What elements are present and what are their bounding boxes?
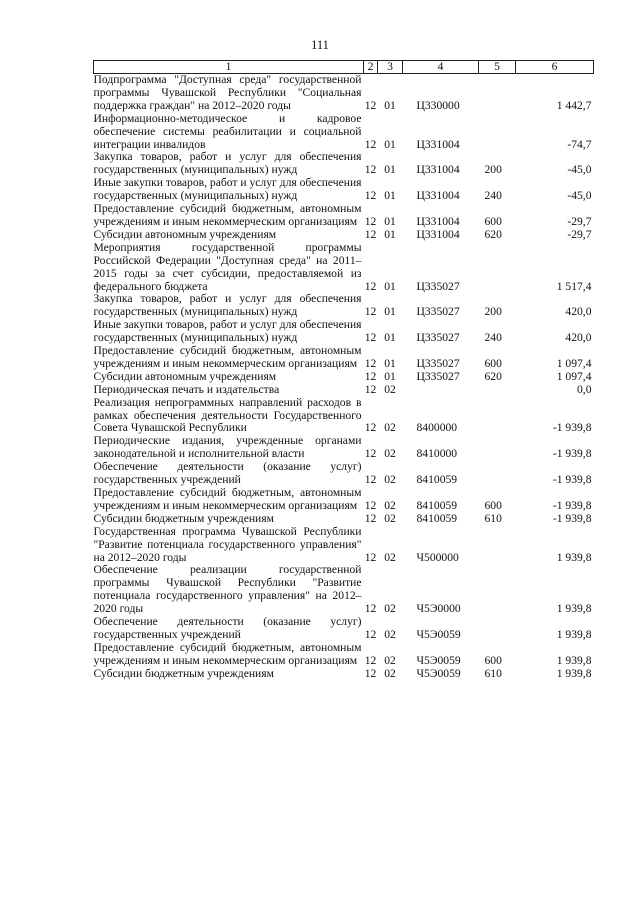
subsection-code: 02 — [384, 498, 396, 512]
table-row — [94, 345, 594, 371]
section-code: 12 — [364, 653, 377, 667]
section-code: 12 — [364, 279, 377, 293]
table-row — [94, 177, 594, 203]
expense-type-code — [479, 461, 516, 487]
amount: -1 939,8 — [552, 421, 592, 435]
table-row — [94, 293, 594, 319]
amount: -74,7 — [567, 137, 592, 151]
section-code: 12 — [364, 356, 377, 370]
target-article-code: Ч5Э0059 — [416, 653, 461, 667]
target-article-code — [403, 384, 479, 397]
table-row — [94, 371, 594, 384]
section-code: 12 — [364, 98, 377, 112]
amount: 1 442,7 — [556, 98, 592, 112]
subsection-code: 01 — [384, 369, 396, 383]
expense-type-code — [479, 384, 516, 397]
target-article-code: 8410059 — [416, 473, 458, 487]
table-row — [94, 242, 594, 294]
target-article-code: 8410059 — [416, 511, 458, 525]
amount: -1 939,8 — [552, 498, 592, 512]
amount: 1 939,8 — [556, 550, 592, 564]
table-row — [94, 397, 594, 436]
table-row — [94, 642, 594, 668]
subsection-code: 02 — [384, 511, 396, 525]
page-number: 111 — [311, 38, 329, 52]
subsection-code: 01 — [384, 189, 396, 203]
item-name: Субсидии автономным учреждениям — [93, 369, 277, 383]
section-code: 12 — [364, 382, 377, 396]
subsection-code: 01 — [384, 356, 396, 370]
table-row — [94, 435, 594, 461]
expense-type-code: 240 — [484, 331, 502, 345]
amount: 0,0 — [577, 382, 592, 396]
table-row — [94, 616, 594, 642]
item-name: Иные закупки товаров, работ и услуг для обеспечения государственных (муниципальных) нужд — [93, 176, 362, 203]
item-name: Субсидии бюджетным учреждениям — [93, 511, 274, 525]
item-name: Субсидии автономным учреждениям — [93, 227, 277, 241]
section-code: 12 — [364, 137, 377, 151]
expense-type-code — [479, 564, 516, 616]
item-name: Обеспечение реализации государственной программы Чувашской Республики "Развитие потенциала государственного управления" на 2012–2020 годы — [93, 563, 362, 616]
subsection-code: 02 — [384, 421, 396, 435]
table-header-row — [94, 61, 594, 74]
section-code: 12 — [364, 163, 377, 177]
expense-type-code: 600 — [484, 356, 502, 370]
target-article-code: Ц335027 — [416, 331, 460, 345]
header-col-3: 3 — [378, 61, 403, 74]
subsection-code: 01 — [384, 305, 396, 319]
subsection-code: 02 — [384, 602, 396, 616]
amount: -1 939,8 — [552, 473, 592, 487]
subsection-code: 01 — [384, 214, 396, 228]
amount: 1 517,4 — [556, 279, 592, 293]
subsection-code: 01 — [384, 279, 396, 293]
target-article-code: Ч5Э0059 — [416, 666, 461, 680]
item-name: Предоставление субсидий бюджетным, автономным учреждениям и иным некоммерческим организациям — [93, 486, 362, 512]
expense-type-code: 240 — [484, 189, 502, 203]
section-code: 12 — [364, 214, 377, 228]
section-code: 12 — [364, 498, 377, 512]
item-name: Закупка товаров, работ и услуг для обеспечения государственных (муниципальных) нужд — [93, 150, 362, 177]
amount: -1 939,8 — [552, 447, 592, 461]
amount: 420,0 — [565, 331, 592, 345]
expense-type-code: 600 — [484, 214, 502, 228]
table-row — [94, 461, 594, 487]
table-row — [94, 74, 594, 113]
target-article-code: Ц335027 — [416, 305, 460, 319]
expense-type-code — [479, 616, 516, 642]
table-row — [94, 668, 594, 681]
item-name: Реализация непрограммных направлений расходов в рамках обеспечения деятельности Государственного Совета Чувашской Республики — [93, 395, 362, 435]
table-row — [94, 151, 594, 177]
item-name: Предоставление субсидий бюджетным, автономным учреждениям и иным некоммерческим организациям — [93, 640, 362, 667]
target-article-code: 8400000 — [416, 421, 458, 435]
amount: 1 939,8 — [556, 627, 592, 641]
item-name: Государственная программа Чувашской Республики "Развитие потенциала государственного управления" на 2012–2020 годы — [93, 524, 362, 564]
target-article-code: Ц330000 — [416, 98, 460, 112]
header-col-1: 1 — [94, 61, 364, 74]
header-col-6: 6 — [516, 61, 594, 74]
section-code: 12 — [364, 473, 377, 487]
table-row — [94, 319, 594, 345]
header-col-5: 5 — [479, 61, 516, 74]
expense-type-code: 620 — [484, 227, 502, 241]
target-article-code: Ц331004 — [416, 227, 460, 241]
table-row — [94, 229, 594, 242]
target-article-code: Ц335027 — [416, 369, 460, 383]
subsection-code: 02 — [384, 550, 396, 564]
subsection-code: 01 — [384, 98, 396, 112]
subsection-code: 02 — [384, 382, 396, 396]
amount: 1 939,8 — [556, 602, 592, 616]
amount: -1 939,8 — [552, 511, 592, 525]
header-col-2: 2 — [364, 61, 378, 74]
expense-type-code: 610 — [484, 511, 502, 525]
budget-table — [93, 60, 594, 681]
target-article-code: Ч5Э0059 — [416, 627, 461, 641]
table-row — [94, 513, 594, 526]
subsection-code: 02 — [384, 447, 396, 461]
item-name: Субсидии бюджетным учреждениям — [93, 666, 274, 680]
table-row — [94, 564, 594, 616]
section-code: 12 — [364, 550, 377, 564]
section-code: 12 — [364, 421, 377, 435]
section-code: 12 — [364, 227, 377, 241]
section-code: 12 — [364, 305, 377, 319]
expense-type-code — [479, 435, 516, 461]
section-code: 12 — [364, 602, 377, 616]
item-name: Предоставление субсидий бюджетным, автономным учреждениям и иным некоммерческим организациям — [93, 202, 362, 228]
expense-type-code: 610 — [484, 666, 502, 680]
table-row — [94, 113, 594, 152]
target-article-code: 8410000 — [416, 447, 458, 461]
target-article-code: Ч5Э0000 — [416, 602, 461, 616]
item-name: Иные закупки товаров, работ и услуг для обеспечения государственных (муниципальных) нужд — [93, 318, 362, 345]
item-name: Закупка товаров, работ и услуг для обеспечения государственных (муниципальных) нужд — [93, 292, 362, 319]
section-code: 12 — [364, 447, 377, 461]
table-row — [94, 487, 594, 513]
subsection-code: 01 — [384, 163, 396, 177]
amount: -29,7 — [567, 227, 592, 241]
section-code: 12 — [364, 331, 377, 345]
target-article-code: Ц331004 — [416, 137, 460, 151]
item-name: Подпрограмма "Доступная среда" государственной программы Чувашской Республики "Социальная поддержка граждан" на 2012–2020 годы — [93, 73, 362, 112]
item-name: Обеспечение деятельности (оказание услуг) государственных учреждений — [93, 460, 362, 487]
expense-type-code — [479, 242, 516, 294]
section-code: 12 — [364, 666, 377, 680]
expense-type-code: 200 — [484, 305, 502, 319]
expense-type-code — [479, 113, 516, 152]
item-name: Предоставление субсидий бюджетным, автономным учреждениям и иным некоммерческим организациям — [93, 344, 362, 370]
expense-type-code — [479, 397, 516, 436]
table-body — [94, 74, 594, 681]
amount: -45,0 — [567, 163, 592, 177]
target-article-code: Ц335027 — [416, 279, 460, 293]
target-article-code: Ч500000 — [416, 550, 459, 564]
section-code: 12 — [364, 511, 377, 525]
target-article-code: Ц331004 — [416, 214, 460, 228]
amount: -29,7 — [567, 214, 592, 228]
expense-type-code: 600 — [484, 498, 502, 512]
subsection-code: 02 — [384, 473, 396, 487]
expense-type-code: 620 — [484, 369, 502, 383]
item-name: Обеспечение деятельности (оказание услуг) государственных учреждений — [93, 615, 362, 641]
subsection-code: 01 — [384, 331, 396, 345]
item-name: Информационно-методическое и кадровое обеспечение системы реабилитации и социальной интеграции инвалидов — [93, 111, 362, 151]
header-col-4: 4 — [403, 61, 479, 74]
subsection-code: 02 — [384, 627, 396, 641]
target-article-code: 8410059 — [416, 498, 458, 512]
table-row — [94, 384, 594, 397]
table-row — [94, 203, 594, 229]
target-article-code: Ц331004 — [416, 163, 460, 177]
expense-type-code: 200 — [484, 163, 502, 177]
amount: -45,0 — [567, 189, 592, 203]
amount: 1 939,8 — [556, 653, 592, 667]
expense-type-code — [479, 526, 516, 565]
item-name: Мероприятия государственной программы Российской Федерации "Доступная среда" на 2011–2015 годы за счет субсидии, предоставляемой из федерального бюджета — [93, 240, 362, 293]
item-name: Периодическая печать и издательства — [93, 382, 280, 396]
expense-type-code: 600 — [484, 653, 502, 667]
subsection-code: 01 — [384, 137, 396, 151]
section-code: 12 — [364, 189, 377, 203]
target-article-code: Ц335027 — [416, 356, 460, 370]
expense-type-code — [479, 74, 516, 113]
target-article-code: Ц331004 — [416, 189, 460, 203]
subsection-code: 02 — [384, 653, 396, 667]
item-name: Периодические издания, учрежденные органами законодательной и исполнительной власти — [93, 434, 362, 461]
subsection-code: 01 — [384, 227, 396, 241]
amount: 420,0 — [565, 305, 592, 319]
amount: 1 097,4 — [556, 369, 592, 383]
table-row — [94, 526, 594, 565]
section-code: 12 — [364, 369, 377, 383]
section-code: 12 — [364, 627, 377, 641]
subsection-code: 02 — [384, 666, 396, 680]
amount: 1 097,4 — [556, 356, 592, 370]
amount: 1 939,8 — [556, 666, 592, 680]
